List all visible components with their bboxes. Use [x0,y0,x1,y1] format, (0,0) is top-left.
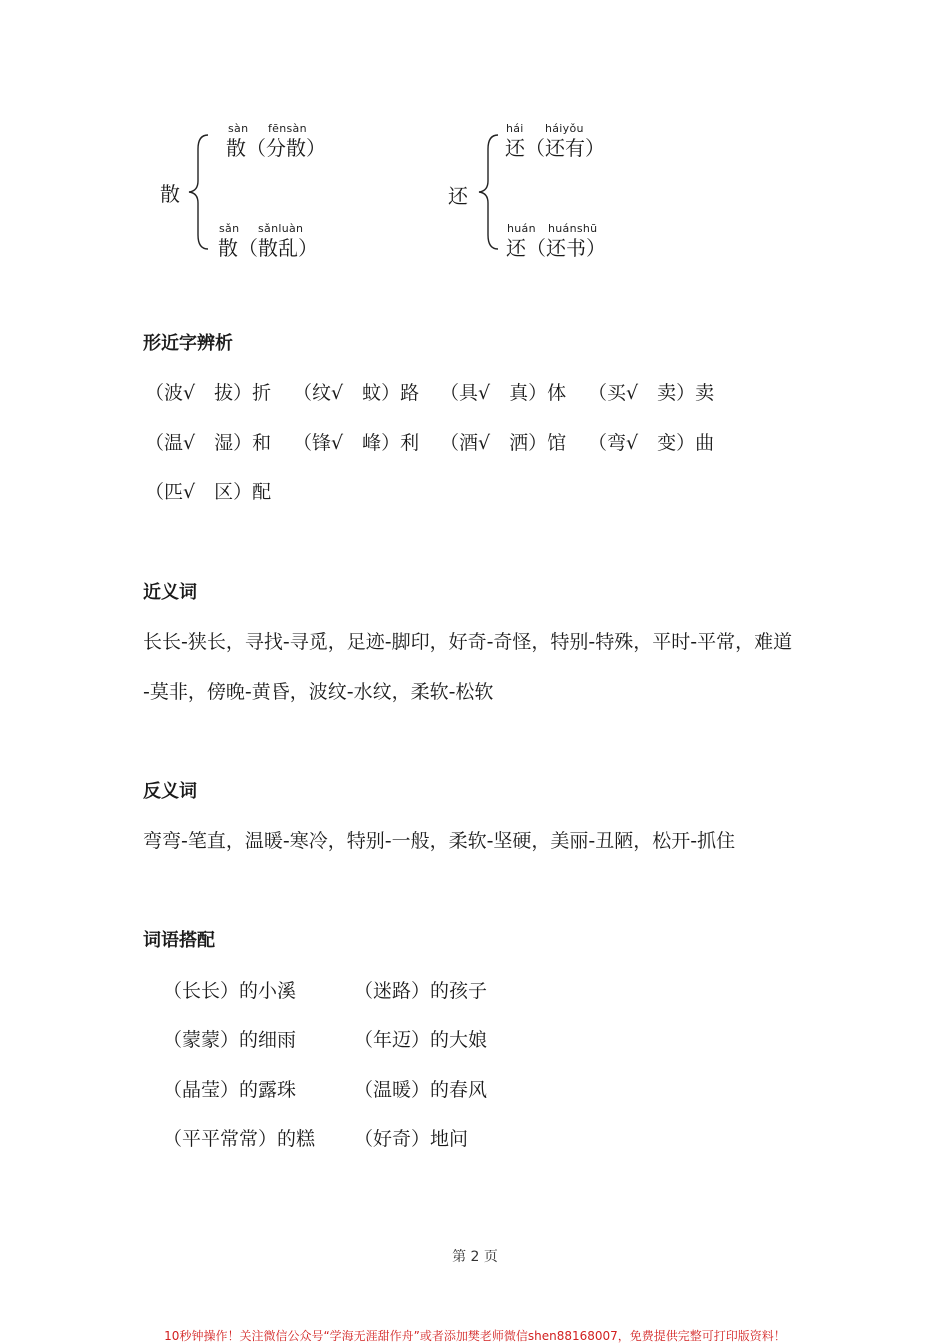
polyphone-char: 散 [160,182,180,206]
watermark-text: 10秒钟操作！关注微信公众号“学海无涯甜作舟”或者添加樊老师微信shen88168007，免费提供完整可打印版资料！ [164,1329,786,1343]
page-number: 第 2 页 [452,1249,498,1265]
synonyms-line: -莫非，傍晚-黄昏，波纹-水纹，柔软-松软 [143,681,494,703]
collocation-item: （平平常常）的糕 [163,1128,316,1150]
pinyin-word: sǎnluàn [258,222,304,235]
collocation-item: （年迈）的大娘 [354,1029,488,1051]
section-heading-synonyms: 近义词 [143,582,197,603]
similar-char-item: （具√ 真）体 [440,382,567,404]
pinyin-char: sǎn [219,222,240,235]
polyphone-item: 散（散乱） [218,236,318,260]
section-heading-antonyms: 反义词 [143,781,197,802]
section-heading-collocations: 词语搭配 [143,930,215,951]
synonyms-line: 长长-狭长，寻找-寻觅，足迹-脚印，好奇-奇怪，特别-特殊，平时-平常，难道 [143,631,793,653]
collocation-item: （迷路）的孩子 [354,980,488,1002]
pinyin-word: huánshū [548,222,598,235]
section-heading-similar-chars: 形近字辨析 [143,333,233,354]
collocation-item: （蒙蒙）的细雨 [163,1029,297,1051]
collocation-item: （晶莹）的露珠 [163,1079,297,1101]
similar-char-item: （纹√ 蚊）路 [293,382,420,404]
similar-char-item: （温√ 湿）和 [145,432,272,454]
similar-char-item: （锋√ 峰）利 [293,432,420,454]
pinyin-char: huán [507,222,536,235]
similar-char-item: （弯√ 变）曲 [588,432,715,454]
antonyms-line: 弯弯-笔直，温暖-寒冷，特别-一般，柔软-坚硬，美丽-丑陋，松开-抓住 [143,830,736,852]
brace-icon [476,133,502,251]
similar-char-item: （波√ 拔）折 [145,382,272,404]
similar-char-item: （酒√ 洒）馆 [440,432,567,454]
pinyin-word: háiyǒu [545,122,584,135]
pinyin-char: hái [506,122,524,135]
similar-char-item: （匹√ 区）配 [145,481,272,503]
polyphone-char: 还 [448,184,468,208]
pinyin-char: sàn [228,122,249,135]
collocation-item: （长长）的小溪 [163,980,297,1002]
polyphone-item: 还（还有） [505,136,605,160]
collocation-item: （温暖）的春风 [354,1079,488,1101]
polyphone-item: 散（分散） [226,136,326,160]
polyphone-item: 还（还书） [506,236,606,260]
pinyin-word: fēnsàn [268,122,307,135]
similar-char-item: （买√ 卖）卖 [588,382,715,404]
brace-icon [186,133,212,251]
collocation-item: （好奇）地问 [354,1128,469,1150]
